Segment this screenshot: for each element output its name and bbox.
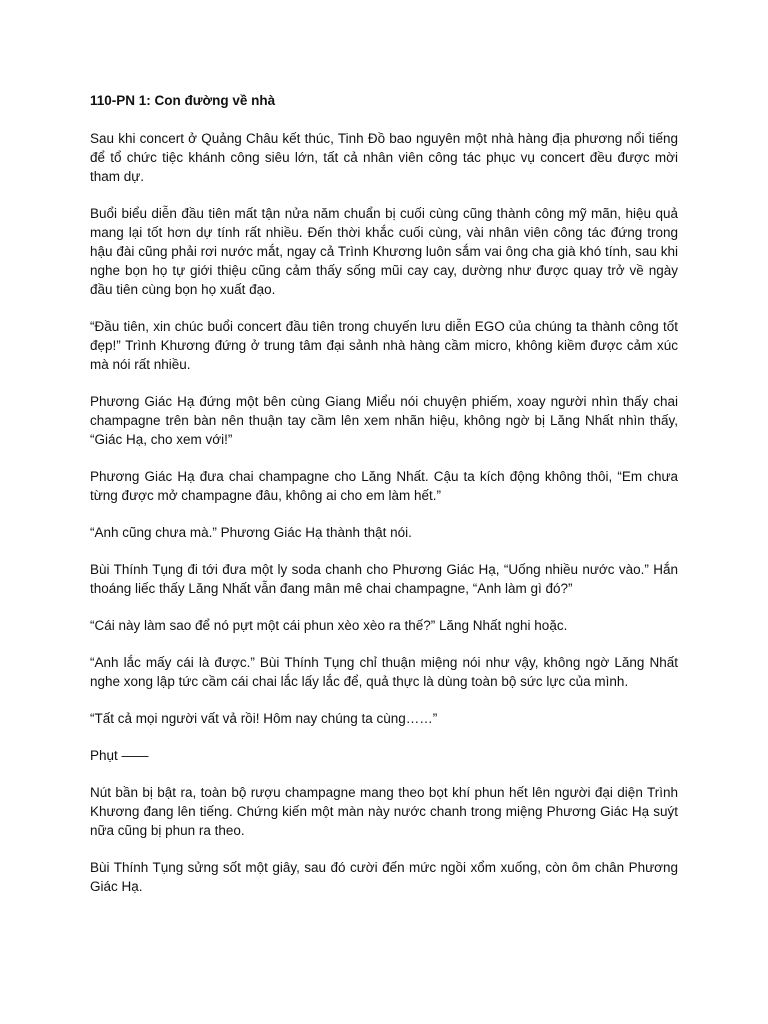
paragraph: Phương Giác Hạ đứng một bên cùng Giang Miểu nói chuyện phiếm, xoay người nhìn thấy chai champagne trên bàn nên thuận tay cầm lên xem nhãn hiệu, không ngờ bị Lăng Nhất nhìn thấy, “Giác Hạ, cho xem với!” [90, 394, 678, 447]
paragraph: Sau khi concert ở Quảng Châu kết thúc, Tinh Đồ bao nguyên một nhà hàng địa phương nổi tiếng để tổ chức tiệc khánh công siêu lớn, tất cả nhân viên công tác phục vụ concert đều được mời tham dự. [90, 131, 678, 184]
paragraph: “Đầu tiên, xin chúc buổi concert đầu tiên trong chuyến lưu diễn EGO của chúng ta thành công tốt đẹp!” Trình Khương đứng ở trung tâm đại sảnh nhà hàng cầm micro, không kiềm được cảm xúc mà nói rất nhiều. [90, 319, 678, 372]
chapter-title: 110-PN 1: Con đường về nhà [90, 93, 276, 108]
paragraph: Phương Giác Hạ đưa chai champagne cho Lăng Nhất. Cậu ta kích động không thôi, “Em chưa từng được mở champagne đâu, không ai cho em làm hết.” [90, 469, 678, 503]
paragraph: “Anh cũng chưa mà.” Phương Giác Hạ thành thật nói. [90, 525, 412, 540]
paragraph: Phụt —— [90, 748, 149, 763]
paragraph: “Tất cả mọi người vất vả rồi! Hôm nay chúng ta cùng……” [90, 711, 438, 726]
paragraph: Bùi Thính Tụng đi tới đưa một ly soda chanh cho Phương Giác Hạ, “Uống nhiều nước vào.” Hắn thoáng liếc thấy Lăng Nhất vẫn đang mân mê chai champagne, “Anh làm gì đó?” [90, 562, 678, 596]
paragraph: “Anh lắc mấy cái là được.” Bùi Thính Tụng chỉ thuận miệng nói như vậy, không ngờ Lăng Nhất nghe xong lập tức cầm cái chai lắc lấy lắc để, quả thực là dùng toàn bộ sức lực của mình. [90, 655, 678, 689]
document-page [90, 91, 678, 914]
paragraph: Nút bần bị bật ra, toàn bộ rượu champagne mang theo bọt khí phun hết lên người đại diện Trình Khương đang lên tiếng. Chứng kiến một màn này nước chanh trong miệng Phương Giác Hạ suýt nữa cũng bị phun ra theo. [90, 785, 678, 838]
paragraph: Buổi biểu diễn đầu tiên mất tận nửa năm chuẩn bị cuối cùng cũng thành công mỹ mãn, hiệu quả mang lại tốt hơn dự tính rất nhiều. Đến thời khắc cuối cùng, vài nhân viên công tác đứng trong hậu đài cũng phải rơi nước mắt, ngay cả Trình Khương luôn sắm vai ông cha già khó tính, sau khi nghe bọn họ tự giới thiệu cũng cảm thấy sống mũi cay cay, dường như được quay trở về ngày đầu tiên cùng bọn họ xuất đạo. [90, 206, 678, 297]
paragraph: “Cái này làm sao để nó pựt một cái phun xèo xèo ra thế?” Lăng Nhất nghi hoặc. [90, 618, 568, 633]
paragraph: Bùi Thính Tụng sửng sốt một giây, sau đó cười đến mức ngồi xổm xuống, còn ôm chân Phương Giác Hạ. [90, 860, 678, 894]
